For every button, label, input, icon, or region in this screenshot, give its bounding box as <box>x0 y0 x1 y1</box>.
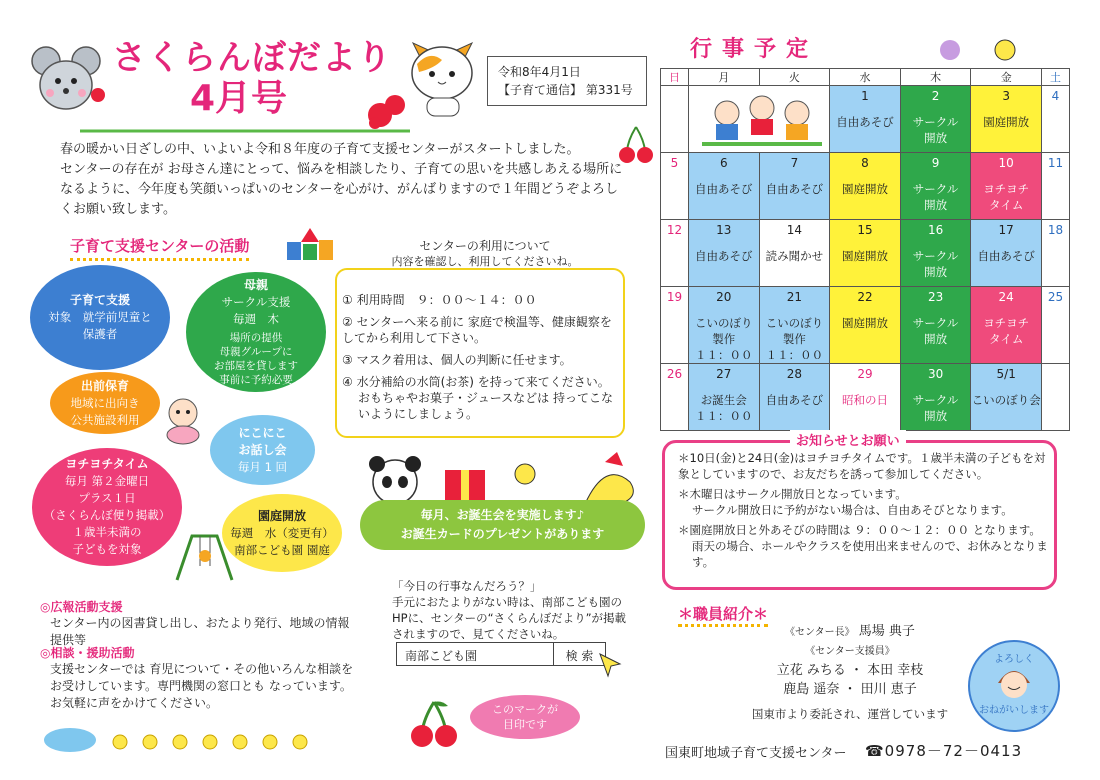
footer-phone: ☎0978－72－0413 <box>865 742 1023 760</box>
activity-yochi-head: ヨチヨチタイム <box>65 457 149 471</box>
staff-names-2: 鹿島 遥奈 ・ 田川 恵子 <box>783 682 917 697</box>
calendar-day-cell <box>830 364 901 431</box>
staff-title: ＊職員紹介＊ <box>678 603 768 627</box>
activities-title: 子育て支援センターの活動 <box>70 235 249 261</box>
children-playing-illustration <box>702 88 822 148</box>
calendar-date-number: 10 <box>998 156 1014 170</box>
calendar-date-number: 4 <box>1051 89 1060 103</box>
calendar-day-header: 土 <box>1042 69 1070 86</box>
calendar-date-number: 14 <box>786 223 803 237</box>
notice-item-2: ＊木曜日はサークル開放日となっています。 <box>678 487 907 501</box>
usage-item-4 <box>342 374 622 422</box>
activity-mothers-line3: 場所の提供 <box>229 332 283 344</box>
calendar-week <box>661 364 1070 431</box>
cherry-mark-icon <box>408 698 460 750</box>
calendar-week <box>661 287 1070 364</box>
calendar-day-header: 水 <box>830 69 901 86</box>
calendar-day-cell <box>1042 153 1070 220</box>
calendar-date-number: 28 <box>786 367 803 381</box>
newsletter-month: 4月号 <box>190 78 288 119</box>
calendar-event-label: サークル 開放 <box>912 182 959 212</box>
calendar-day-cell <box>830 287 901 364</box>
activity-yochi-line3: （さくらんぼ便り掲載） <box>43 508 171 522</box>
calendar-date-number: 1 <box>861 89 869 103</box>
calendar-event-label: ヨチヨチ タイム <box>983 182 1030 212</box>
intro-text <box>60 140 630 220</box>
calendar-day-cell <box>900 364 971 431</box>
homepage-text: 手元におたよりがない時は、南部こども園のHPに、センターの“さくらんぼだより”が掲載されますので、見てくださいね。 <box>392 595 627 641</box>
notice-item-3: ＊園庭開放日と外あそびの時間は ９：００～１２：００ となります。 <box>678 523 1041 537</box>
activity-story-time <box>210 415 315 485</box>
activity-story-line1: お話し会 <box>238 442 287 457</box>
activity-mothers-line4: 母親グループに <box>219 346 293 358</box>
calendar-event-label: 読み聞かせ <box>765 249 824 263</box>
calendar-event-label: 園庭開放 <box>841 249 888 263</box>
calendar-day-cell <box>759 220 830 287</box>
activity-mothers-line1: サークル支援 <box>221 295 291 309</box>
notice-item-2b: サークル開放日に予約がない場合は、自由あそびとなります。 <box>692 503 1013 517</box>
calendar-date-number: 5 <box>670 156 679 170</box>
activity-yochi-line2: プラス１日 <box>78 491 136 505</box>
search-term: 南部こども園 <box>405 649 478 663</box>
calendar-day-header: 月 <box>689 69 760 86</box>
activity-outreach <box>50 372 160 434</box>
staff-role: 《センター支援員》 <box>805 646 895 657</box>
calendar-day-cell <box>830 220 901 287</box>
calendar-date-number: 15 <box>857 223 873 237</box>
consult-heading: ◎相談・援助活動 <box>40 646 135 660</box>
calendar-date-number: 29 <box>857 367 873 381</box>
calendar-event-label: ヨチヨチ タイム <box>983 316 1030 346</box>
calendar-day-cell <box>900 287 971 364</box>
usage-item-1: ① 利用時間 ９：００～１４：００ <box>342 293 537 307</box>
birthday-line2: お誕生カードのプレゼントがあります <box>400 527 605 541</box>
calendar-event-label: 自由あそび <box>695 182 753 196</box>
calendar-event-label: 自由あそび <box>765 182 824 196</box>
calendar-day-cell <box>971 287 1042 364</box>
activity-child-support-line2: 保護者 <box>82 327 118 341</box>
panda-gift-illustration <box>355 452 645 507</box>
activity-garden-line1: 毎週 水（変更有） <box>230 525 334 540</box>
calendar-date-number: 16 <box>927 223 944 237</box>
calendar-date-number: 25 <box>1047 290 1064 304</box>
staff-list <box>715 622 985 724</box>
calendar-day-header: 木 <box>900 69 971 86</box>
calendar-day-cell <box>971 86 1042 153</box>
staff-names-1: 立花 みちる ・ 本田 幸枝 <box>776 663 924 678</box>
calendar-day-cell <box>759 287 830 364</box>
search-button: 検 索 <box>553 643 605 665</box>
calendar-event-label: 自由あそび <box>977 249 1035 263</box>
usage-item-4-line2: おもちゃやお菓子・ジュースなどは 持ってこないようにしましょう。 <box>358 391 613 421</box>
greeting-top: よろしく <box>994 654 1034 665</box>
calendar-date-number: 21 <box>786 290 803 304</box>
cursor-arrow-icon <box>598 652 624 678</box>
calendar-day-cell <box>661 153 689 220</box>
toy-blocks-icon <box>285 222 335 262</box>
activity-story-line2: 毎月 1 回 <box>237 459 288 474</box>
calendar-week <box>661 153 1070 220</box>
calendar-date-number: 12 <box>666 223 683 237</box>
activity-outreach-line1: 地域に出向き <box>70 395 140 410</box>
calendar-event-label: 自由あそび <box>836 115 894 129</box>
activity-story-head: にこにこ <box>238 425 287 440</box>
calendar-day-cell <box>830 153 901 220</box>
calendar-event-label: こいのぼり会 <box>971 393 1041 407</box>
issue-date: 令和8年4月1日 <box>498 65 581 79</box>
smiling-face-icon <box>994 665 1034 701</box>
activity-child-support <box>30 265 170 370</box>
calendar-event-label: こいのぼり 製作 １１：００ <box>765 316 824 362</box>
calendar-event-label: 自由あそび <box>695 249 753 263</box>
calendar-date-number: 26 <box>666 367 683 381</box>
calendar-date-number: 7 <box>790 156 799 170</box>
mark-line2: 目印です <box>503 718 547 731</box>
activity-child-support-line1: 対象 就学前児童と <box>48 310 152 324</box>
activity-garden-line2: 南部こども園 園庭 <box>234 542 330 557</box>
calendar-event-label: 園庭開放 <box>983 115 1030 129</box>
calendar-day-cell <box>1042 287 1070 364</box>
baby-illustration <box>158 395 208 445</box>
homepage-question: 「今日の行事なんだろう？」 <box>392 579 542 593</box>
calendar-date-number: 22 <box>857 290 873 304</box>
calendar-day-header: 火 <box>759 69 830 86</box>
calendar-date-number: 11 <box>1047 156 1064 170</box>
birthday-line1: 毎月、お誕生会を実施します♪ <box>420 508 585 522</box>
calendar-day-cell <box>1042 220 1070 287</box>
activity-garden-open <box>222 494 342 572</box>
chief-name: 馬場 典子 <box>858 624 915 639</box>
intro-paragraph-1: 春の暖かい日ざしの中、いよいよ令和８年度の子育て支援センターがスタートしました。 <box>60 142 580 157</box>
bee-decoration <box>900 35 1040 65</box>
notice-title: お知らせとお願い <box>790 430 906 449</box>
usage-subtitle: 内容を確認し、利用してくださいね。 <box>391 255 579 268</box>
activity-yochi-line4: １歳半未満の <box>72 525 142 539</box>
calendar-date-number: 18 <box>1047 223 1064 237</box>
calendar-event-label: サークル 開放 <box>912 249 959 279</box>
activity-mothers-line6: 事前に予約必要 <box>219 374 293 386</box>
usage-header <box>380 238 590 270</box>
calendar-date-number: 5/1 <box>996 367 1016 381</box>
calendar-event-label: 園庭開放 <box>841 316 888 330</box>
calendar-event-label: こいのぼり 製作 １１：００ <box>695 316 753 362</box>
notice-item-3b: 雨天の場合、ホールやクラスを使用出来ませんので、お休みとなります。 <box>692 539 1048 569</box>
calendar-event-label: 昭和の日 <box>841 393 888 407</box>
calendar-date-number: 27 <box>716 367 732 381</box>
footer-org: 国東町地域子育て支援センター <box>665 746 847 761</box>
calendar-date-number: 3 <box>1002 89 1010 103</box>
calendar-day-cell <box>1042 364 1070 431</box>
calendar-day-cell <box>689 153 760 220</box>
calendar-event-label: サークル 開放 <box>912 316 959 346</box>
activity-outreach-head: 出前保育 <box>80 378 129 393</box>
calendar-day-cell <box>759 364 830 431</box>
pr-text: センター内の図書貸し出し、おたより発行、地域の情報提供等 <box>50 616 350 647</box>
calendar-date-number: 8 <box>861 156 869 170</box>
newsletter-title: さくらんぼだより <box>112 38 392 78</box>
calendar-date-number: 24 <box>998 290 1014 304</box>
calendar-week <box>661 220 1070 287</box>
consult-section <box>40 644 360 712</box>
calendar-day-cell <box>900 153 971 220</box>
ducks-decoration <box>40 718 330 758</box>
activity-mothers-circle <box>186 272 326 392</box>
calendar-day-cell <box>689 364 760 431</box>
swing-illustration <box>172 532 237 582</box>
calendar-event-label: 自由あそび <box>765 393 824 407</box>
calendar-date-number: 2 <box>931 89 940 103</box>
calendar-day-cell <box>661 86 689 153</box>
usage-item-4-line1: ④ 水分補給の水筒(お茶) を持って来てください。 <box>342 375 610 389</box>
activity-yochi-line1: 毎月 第２金曜日 <box>64 474 150 488</box>
issue-info-box <box>487 56 647 106</box>
mark-line1: このマークが <box>492 703 558 716</box>
calendar-date-number: 19 <box>666 290 683 304</box>
calendar-event-label: お誕生会 １１：００ <box>695 393 753 423</box>
calendar-date-number: 9 <box>931 156 940 170</box>
calendar-day-cell <box>759 153 830 220</box>
activity-garden-head: 園庭開放 <box>257 508 306 523</box>
calendar-day-cell <box>661 220 689 287</box>
calendar-day-cell <box>971 220 1042 287</box>
calendar-day-cell <box>900 220 971 287</box>
activity-mothers-head: 母親 <box>243 278 268 292</box>
pr-heading: ◎広報活動支援 <box>40 600 123 614</box>
calendar-day-cell <box>971 153 1042 220</box>
calendar-date-number: 23 <box>927 290 944 304</box>
greeting-badge <box>968 640 1060 732</box>
calendar-date-number: 20 <box>716 290 732 304</box>
activity-mothers-line5: お部屋を貸します <box>214 360 298 372</box>
activity-yochi-line5: 子どもを対象 <box>72 542 142 556</box>
usage-item-3: ③ マスク着用は、個人の判断に任せます。 <box>342 353 572 367</box>
activity-mothers-line2: 毎週 木 <box>233 312 279 326</box>
calendar-title: 行事予定 <box>690 37 819 62</box>
search-box <box>396 642 606 666</box>
calendar-day-cell <box>661 287 689 364</box>
issue-number: 【子育て通信】 第331号 <box>498 83 633 97</box>
calendar-event-label: 園庭開放 <box>841 182 888 196</box>
intro-paragraph-2: センターの存在が お母さん達にとって、悩みを相談したり、子育ての思いを共感しあえる場所になるように、今年度も笑顔いっぱいのセンターを心がけ、がんばりますので１年間どうぞよろしくお願い致します。 <box>60 162 623 217</box>
calendar-day-cell <box>661 364 689 431</box>
calendar-event-label: サークル 開放 <box>912 115 959 145</box>
calendar-date-number: 17 <box>998 223 1014 237</box>
cat-illustration <box>405 28 480 118</box>
calendar-day-cell <box>689 220 760 287</box>
calendar-day-cell <box>830 86 901 153</box>
consult-text: 支援センターでは 育児について・その他いろんな相談をお受けしています。専門機関の窓口とも なっています。お気軽に声をかけてください。 <box>50 662 354 710</box>
notice-item-1: ＊10日(金)と24日(金)はヨチヨチタイムです。１歳半未満の子どもを対象としていますので、お友だちを誘って参加してください。 <box>678 451 1046 481</box>
usage-list <box>342 292 622 428</box>
calendar-date-number: 6 <box>719 156 728 170</box>
activity-yochiyochi-time <box>32 448 182 566</box>
activity-outreach-line2: 公共施設利用 <box>70 412 140 427</box>
greeting-bottom: おねがいします <box>979 705 1049 716</box>
usage-item-2: ② センターへ来る前に 家庭で検温等、健康観察をしてから利用して下さい。 <box>342 315 612 345</box>
calendar-day-header: 金 <box>971 69 1042 86</box>
notice-text <box>678 450 1048 574</box>
chief-role: 《センター長》 <box>785 627 855 638</box>
activity-child-support-head: 子育て支援 <box>69 293 130 307</box>
calendar-date-number: 30 <box>927 367 944 381</box>
calendar-day-cell <box>1042 86 1070 153</box>
calendar-date-number: 13 <box>716 223 732 237</box>
calendar-day-cell <box>900 86 971 153</box>
calendar-day-cell <box>689 287 760 364</box>
calendar-day-header: 日 <box>661 69 689 86</box>
mark-callout <box>470 695 580 739</box>
birthday-banner <box>360 500 645 550</box>
usage-title: センターの利用について <box>419 239 551 253</box>
staff-note: 国東市より委託され、運営しています <box>751 707 949 721</box>
calendar-day-cell <box>971 364 1042 431</box>
calendar-event-label: サークル 開放 <box>912 393 959 423</box>
pr-section <box>40 598 360 649</box>
homepage-info <box>392 578 632 642</box>
